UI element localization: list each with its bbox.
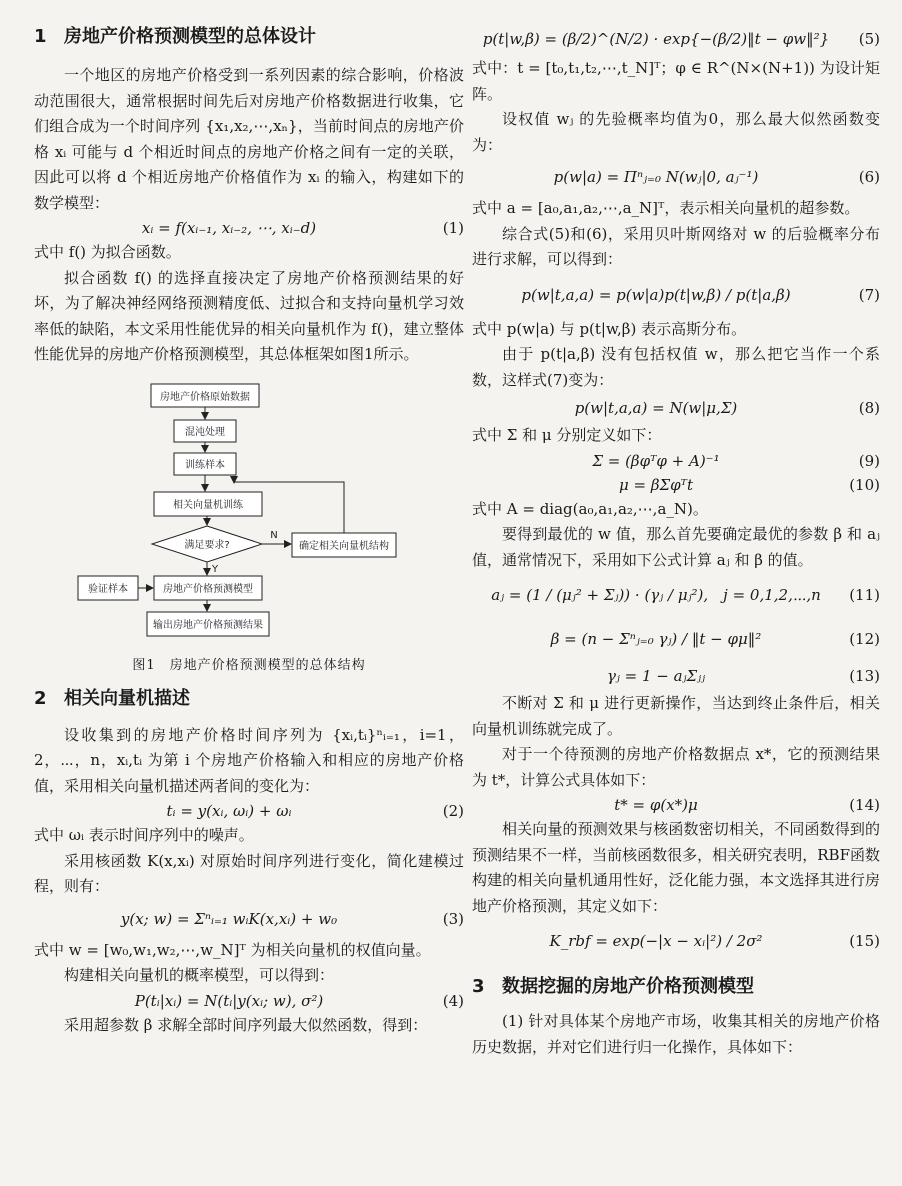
equation-number: (12) — [849, 630, 880, 648]
equation-number: (1) — [442, 219, 464, 237]
flow-label-yes: Y — [211, 563, 219, 575]
equation-number: (7) — [858, 285, 880, 304]
paragraph: 式中 ωᵢ 表示时间序列中的噪声。 — [34, 826, 254, 844]
equation-14 — [472, 793, 880, 817]
equation-number: (8) — [858, 399, 880, 417]
equation-2 — [34, 799, 464, 823]
equation-6 — [472, 158, 880, 196]
equation-3 — [34, 900, 464, 938]
equation-number: (14) — [849, 796, 880, 814]
section-3-heading — [472, 975, 880, 999]
equation-formula: aⱼ = (1 / (μⱼ² + Σⱼ)) · (γⱼ / μⱼ²), j = 0,1,2,⋯,n — [491, 586, 821, 604]
equation-number: (6) — [858, 168, 880, 186]
equation-1 — [34, 216, 464, 240]
paragraph: (1) 针对具体某个房地产市场，收集其相关的房地产价格历史数据，并对它们进行归一化操作，具体如下： — [472, 1012, 880, 1056]
equation-formula: xᵢ = f(xᵢ₋₁, xᵢ₋₂, ⋯, xᵢ₋d) — [141, 219, 317, 237]
paragraph: 拟合函数 f() 的选择直接决定了房地产价格预测结果的好坏，为了解决神经网络预测精度低、过拟合和支持向量机学习效率低的缺陷，本文采用性能优异的相关向量机作为 f()，建立整体性能优异的房地产价格预测模型，其总体框架如图1所示。 — [34, 268, 464, 363]
equation-number: (4) — [442, 991, 464, 1010]
equation-number: (13) — [849, 667, 880, 685]
equation-number: (5) — [858, 30, 880, 48]
paragraph: 不断对 Σ 和 μ 进行更新操作，当达到终止条件后，相关向量机训练就完成了。 — [472, 694, 880, 738]
equation-13 — [472, 661, 880, 691]
section-1-heading — [34, 25, 464, 49]
equation-number: (15) — [849, 932, 880, 950]
paragraph: 式中 a = [a₀,a₁,a₂,⋯,a_N]ᵀ，表示相关向量机的超参数。 — [472, 199, 860, 217]
flow-label-rvm-train: 相关向量机训练 — [173, 499, 243, 511]
equation-4 — [34, 989, 464, 1013]
paragraph: 采用核函数 K(x,xᵢ) 对原始时间序列进行变化，简化建模过程，则有： — [34, 851, 464, 895]
flow-label-output: 输出房地产价格预测结果 — [153, 619, 263, 631]
equation-8 — [472, 393, 880, 423]
flow-label-chaos: 混沌处理 — [185, 426, 225, 438]
equation-11 — [472, 573, 880, 617]
paragraph: 式中 f() 为拟合函数。 — [34, 243, 181, 261]
equation-number: (2) — [442, 802, 464, 820]
section-2-heading — [34, 687, 464, 711]
flowchart-figure — [34, 382, 464, 644]
section-number: 2 — [34, 687, 47, 709]
paragraph: 一个地区的房地产价格受到一系列因素的综合影响，价格波动范围很大，通常根据时间先后对房地产价格数据进行收集，它们组合成为一个时间序列 {x₁,x₂,⋯,xₙ}，当前时间点的房地产价格 xᵢ 可能与 d 个相近时间点的房地产价格之间有一定的关联，因此可以将 d 个相近房地产价格值作为 xᵢ 的输入，构建如下的数学模型： — [34, 66, 464, 212]
equation-number: (10) — [849, 475, 880, 494]
paragraph: 设权值 wⱼ 的先验概率均值为0，那么最大似然函数变为： — [472, 110, 880, 154]
equation-formula: β = (n − Σⁿⱼ₌₀ γⱼ) / ‖t − φμ‖² — [550, 630, 762, 648]
section-title: 数据挖掘的房地产价格预测模型 — [502, 976, 754, 997]
equation-formula: γⱼ = 1 − aⱼΣⱼⱼ — [606, 667, 706, 685]
flow-label-confirm: 确定相关向量机结构 — [299, 540, 389, 552]
paragraph: 式中：t = [t₀,t₁,t₂,⋯,t_N]ᵀ；φ ∈ R^(N×(N+1)) 为设计矩阵。 — [472, 59, 880, 103]
equation-formula: p(t|w,β) = (β/2)^(N/2) · exp{−(β/2)‖t − φw‖²} — [482, 30, 830, 48]
flow-label-validate: 验证样本 — [88, 583, 128, 595]
paragraph: 式中 p(w|a) 与 p(t|w,β) 表示高斯分布。 — [472, 319, 747, 338]
figure-caption: 图1 房地产价格预测模型的总体结构 — [132, 657, 366, 673]
flow-label-raw-data: 房地产价格原始数据 — [160, 391, 250, 403]
equation-7 — [472, 273, 880, 317]
equation-formula: μ = βΣφᵀt — [619, 475, 693, 494]
equation-formula: Σ = (βφᵀφ + A)⁻¹ — [592, 451, 720, 470]
flow-label-predict-model: 房地产价格预测模型 — [163, 583, 253, 595]
equation-5 — [472, 22, 880, 56]
flow-label-decision: 满足要求? — [184, 539, 230, 551]
equation-formula: p(w|a) = Πⁿⱼ₌₀ N(wⱼ|0, aⱼ⁻¹) — [553, 168, 759, 186]
equation-formula: p(w|t,a,a) = p(w|a)p(t|w,β) / p(t|a,β) — [521, 285, 791, 304]
section-title: 房地产价格预测模型的总体设计 — [64, 26, 316, 47]
paragraph: 式中 w = [w₀,w₁,w₂,⋯,w_N]ᵀ 为相关向量机的权值向量。 — [34, 940, 431, 959]
paragraph: 相关向量的预测效果与核函数密切相关，不同函数得到的预测结果不一样，当前核函数很多，相关研究表明，RBF函数构建的相关向量机通用性好，泛化能力强，本文选择其进行房地产价格预测，其定义如下： — [472, 820, 880, 915]
equation-number: (11) — [849, 586, 880, 604]
equation-formula: p(w|t,a,a) = N(w|μ,Σ) — [574, 399, 738, 417]
right-column — [472, 0, 880, 1060]
flow-label-train-sample: 训练样本 — [185, 459, 225, 471]
equation-formula: y(x; w) = Σⁿᵢ₌₁ wᵢK(x,xᵢ) + w₀ — [120, 909, 338, 928]
paragraph: 式中 Σ 和 μ 分别定义如下： — [472, 426, 662, 444]
paragraph: 由于 p(t|a,β) 没有包括权值 w，那么把它当作一个系数，这样式(7)变为： — [472, 345, 880, 389]
paragraph: 式中 A = diag(a₀,a₁,a₂,⋯,a_N)。 — [472, 499, 708, 518]
equation-9 — [472, 449, 880, 473]
equation-15 — [472, 919, 880, 963]
section-number: 3 — [472, 976, 485, 997]
paragraph: 对于一个待预测的房地产价格数据点 x*，它的预测结果为 t*，计算公式具体如下： — [472, 745, 880, 789]
equation-number: (3) — [442, 909, 464, 928]
equation-12 — [472, 617, 880, 661]
section-number: 1 — [34, 26, 47, 47]
equation-formula: K_rbf = exp(−|x − xᵢ|²) / 2σ² — [549, 932, 763, 950]
paragraph: 采用超参数 β 求解全部时间序列最大似然函数，得到： — [64, 1015, 428, 1034]
left-column — [34, 0, 464, 1038]
equation-formula: t* = φ(x*)μ — [614, 796, 698, 814]
equation-10 — [472, 473, 880, 497]
paragraph: 构建相关向量机的概率模型，可以得到： — [64, 966, 335, 984]
section-title: 相关向量机描述 — [64, 687, 190, 709]
paragraph: 综合式(5)和(6)，采用贝叶斯网络对 w 的后验概率分布进行求解，可以得到： — [472, 224, 880, 268]
flow-label-no: N — [270, 529, 278, 541]
equation-formula: P(tᵢ|xᵢ) = N(tᵢ|y(xᵢ; w), σ²) — [134, 991, 324, 1010]
equation-formula: tᵢ = y(xᵢ, ωᵢ) + ωᵢ — [166, 802, 292, 820]
equation-number: (9) — [858, 451, 880, 470]
paragraph: 要得到最优的 w 值，那么首先要确定最优的参数 β 和 aⱼ 值，通常情况下，采用如下公式计算 aⱼ 和 β 的值。 — [472, 525, 880, 569]
paragraph: 设收集到的房地产价格时间序列为 {xᵢ,tᵢ}ⁿᵢ₌₁，i=1，2，⋯，n，xᵢ,tᵢ 为第 i 个房地产价格输入和相应的房地产价格值，采用相关向量机描述两者间的变化为： — [34, 725, 464, 795]
